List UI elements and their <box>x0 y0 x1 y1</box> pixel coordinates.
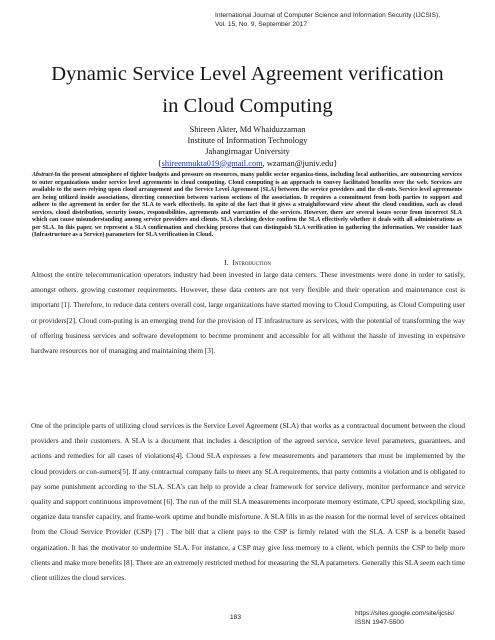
journal-volume: Vol. 15, No. 9, September 2017 <box>215 20 308 28</box>
email-rest: , wzaman@juniv.edu} <box>262 158 338 168</box>
paper-title <box>30 58 465 122</box>
abstract <box>32 172 462 240</box>
author-emails <box>30 158 465 169</box>
author-names: Shireen Akter, Md Whaiduzzaman <box>189 125 306 134</box>
footer-url[interactable]: https://sites.google.com/site/ijcsis/ <box>355 610 455 617</box>
section-number: I. <box>224 258 229 267</box>
author-university: Jahangirnagar University <box>205 147 290 157</box>
journal-name: International Journal of Computer Science and Information Security (IJCSIS), <box>215 12 441 19</box>
email-link[interactable]: shireenmukta019@gmail.com <box>161 158 263 168</box>
section-title: Introduction <box>232 258 271 267</box>
email-brace: { <box>157 158 162 168</box>
footer-info <box>355 610 485 627</box>
abstract-text: In the present atmosphere of tighter budgets and pressure on resources, many public sector organiza-tions, including local authorities, are outsourcing services to outer organizations under service level agreements in cloud computing. Cloud computing is an approach to convey facilitated benefits over the web. Services are available to the users relying upon cloud arrangement and the Service Level Agreement (SLA) between the service providers and the cli-ents. Service level agreements are being utilized inside associations, directing connection between various sections of the association. It requires a commitment from both parties to support and adhere to the agreement in order for the SLA to work effectively. In spite of the fact that it gives a straightforward view about the cloud condition, such as cloud services, cloud distribution, security issues, responsibilities, agreements and warranties of the services. However, there are several issues occur from incorrect SLA which can cause misunderstanding among service providers and clients. SLA checking device confirm the SLA effectively whether it deals with all administrations as per SLA. In this paper, we represent a SLA confirmation and checking process that can distinguish SLA verification in gathering the information. We consider IaaS (Infrastructure as a Service) parameters for SLA verification in Cloud. <box>32 172 462 239</box>
author-block <box>30 124 465 169</box>
section-heading <box>30 258 465 267</box>
footer-issn: ISSN 1947-5500 <box>355 618 404 626</box>
title-line-2: in Cloud Computing <box>162 95 333 117</box>
abstract-label: Abstract- <box>32 172 55 178</box>
body-paragraph-2: One of the principle parts of utilizing cloud services is the Service Level Agreement (SLA) that works as a contractual document between the cloud providers and their customers. A SLA is a document that includes a description of the agreed service, service level parameters, guarantees, and actions and remedies for all cases of violations[4]. Cloud SLA expresses a few measurements and parameters that must be implemented by the cloud providers or con-sumers[5]. If any contractual company fails to meet any SLA requirements, that party commits a violation and is obligated to pay some punishment according to the SLA. SLA's can help to provide a clear framework for service delivery, monitor performance and service quality and support continuous improvement [6]. The run of the mill SLA measurements incorporate memory estimate, CPU speed, stockpiling size, organize data transfer capacity, and frame-work uptime and bundle misfortune. A SLA fills in as the reason for the normal level of services obtained from the Cloud Service Provider (CSP) [7] . The bill that a client pays to the CSP is firmly related with the SLA. A CSP is a benefit based organization. It has the motivator to undermine SLA. For instance, a CSP may give less memory to a client, which permits the CSP to help more clients and make more benefits [8]. There are an extremely restricted method for measuring the SLA parameters. Generally this SLA seem each time client utilizes the cloud services. <box>31 421 465 583</box>
author-institute: Institute of Information Technology <box>187 136 308 146</box>
page-number: 183 <box>230 614 242 621</box>
title-line-1: Dynamic Service Level Agreement verification <box>51 63 444 85</box>
running-header <box>215 12 485 29</box>
body-paragraph-1: Almost the entire telecommunication operators industry had been invested in large data centers. These investments were done in order to satisfy, amongst others, growing customer requirements. However, these data centers are not very flexible and their operation and maintenance cost is important [1]. Therefore, to reduce data centers overall cost, large organizations have started moving to Cloud Computing, as Cloud Computing user or providers[2]. Cloud com-puting is an emerging trend for the provision of IT infrastructure as services, with the potential of transforming the way of offering business services and software development to become prominent and accessible for all without the hassle of investing in expensive hardware resources nor of managing and maintaining them [3]. <box>31 270 465 356</box>
